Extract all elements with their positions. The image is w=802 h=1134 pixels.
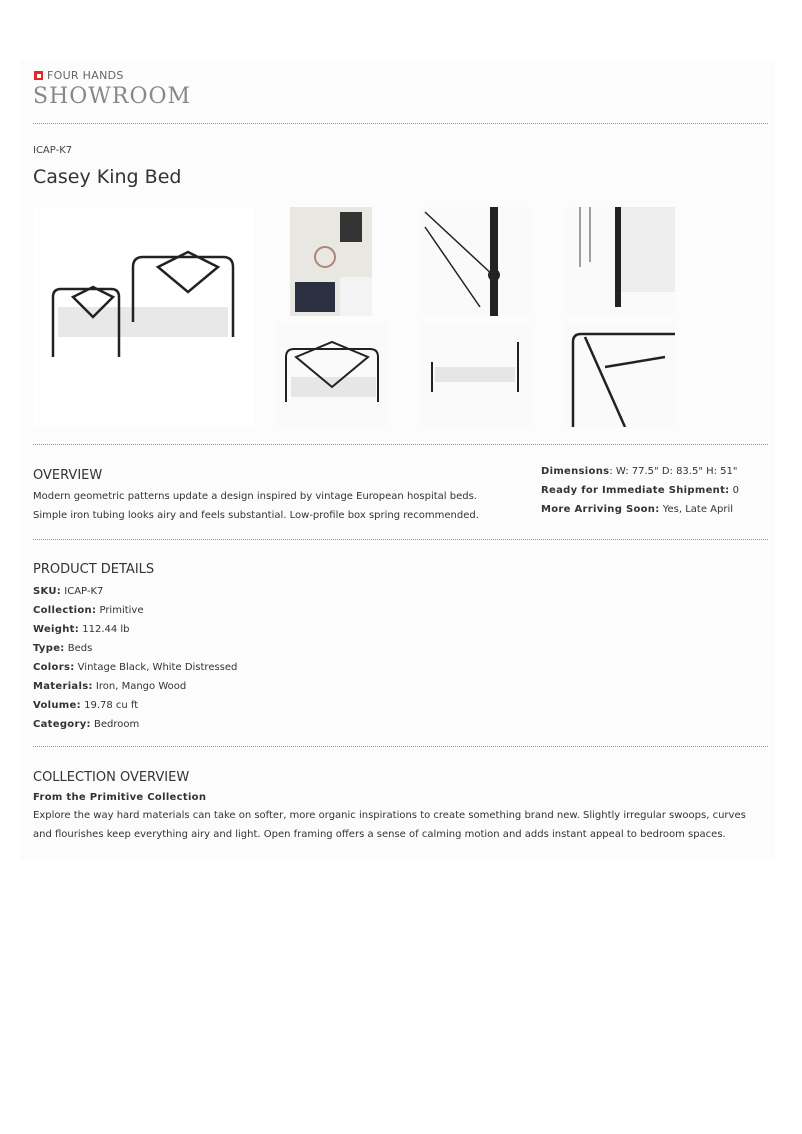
detail-row: SKU: ICAP-K7 — [33, 586, 104, 597]
product-thumbnail-detail[interactable] — [565, 322, 675, 427]
spec-list — [541, 462, 739, 519]
overview-text: Modern geometric patterns update a design inspired by vintage European hospital beds. Simple iron tubing looks airy and feels substantial. Low-profile box spring recommended. — [33, 491, 479, 521]
divider — [33, 539, 768, 540]
collection-heading: COLLECTION OVERVIEW — [33, 770, 190, 785]
product-thumbnail-post[interactable] — [420, 207, 530, 316]
overview-heading: OVERVIEW — [33, 468, 103, 483]
divider — [33, 746, 768, 747]
detail-row: Category: Bedroom — [33, 719, 140, 730]
divider — [33, 123, 768, 124]
detail-row: Colors: Vintage Black, White Distressed — [33, 662, 238, 673]
collection-text: Explore the way hard materials can take on softer, more organic inspirations to create something brand new. Slightly irregular swoops, curves and flourishes keep everything airy and light. Open framing offers a sense of calming motion and adds instant appeal to bedroom spaces. — [33, 810, 746, 840]
brand-name: FOUR HANDS — [47, 69, 124, 82]
product-thumbnail-front[interactable] — [276, 322, 388, 427]
brand-showroom: SHOWROOM — [33, 84, 192, 109]
logo-square-icon — [34, 71, 43, 80]
main-product-image[interactable] — [33, 207, 253, 427]
detail-row: Volume: 19.78 cu ft — [33, 700, 139, 711]
product-thumbnail-side[interactable] — [420, 322, 530, 427]
product-thumbnail-corner[interactable] — [565, 207, 675, 316]
detail-row: Type: Beds — [33, 643, 93, 654]
details-list — [33, 582, 237, 734]
detail-row: Weight: 112.44 lb — [33, 624, 130, 635]
spec-dimensions: Dimensions: W: 77.5" D: 83.5" H: 51" — [541, 466, 738, 477]
detail-row: Materials: Iron, Mango Wood — [33, 681, 187, 692]
page-title: Casey King Bed — [33, 166, 182, 188]
spec-ready: Ready for Immediate Shipment: 0 — [541, 485, 739, 496]
collection-subheading: From the Primitive Collection — [33, 792, 207, 803]
details-heading: PRODUCT DETAILS — [33, 562, 155, 577]
divider — [33, 444, 768, 445]
product-thumbnail-room[interactable] — [290, 207, 372, 316]
brand-logo — [34, 69, 124, 82]
spec-arriving: More Arriving Soon: Yes, Late April — [541, 504, 734, 515]
product-code: ICAP-K7 — [33, 145, 73, 156]
detail-row: Collection: Primitive — [33, 605, 144, 616]
